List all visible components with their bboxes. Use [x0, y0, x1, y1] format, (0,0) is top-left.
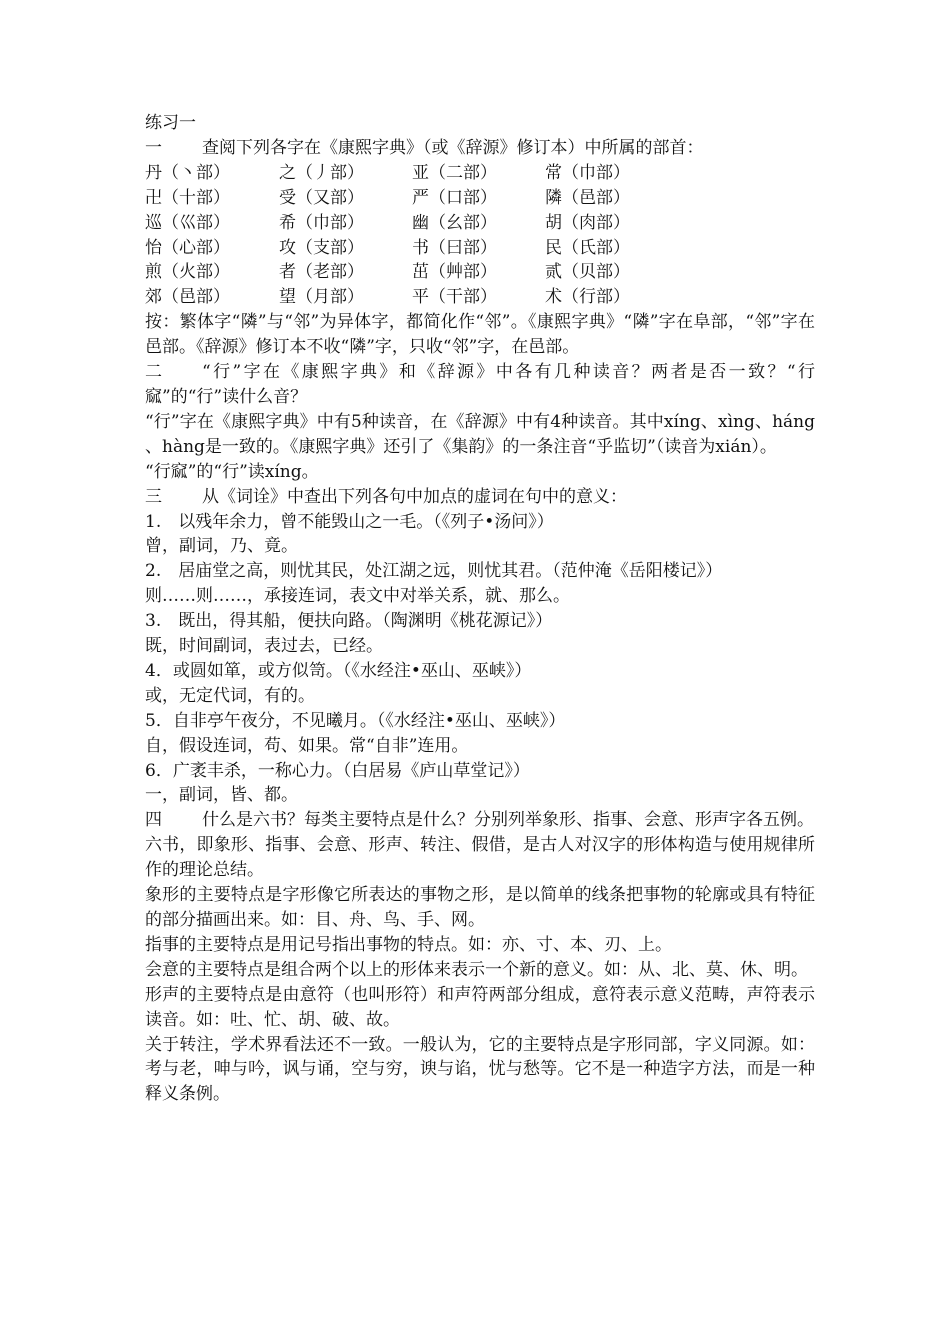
radical-cell: 受（又部）: [279, 187, 364, 208]
q3-sentence: 2. 居庙堂之高，则忧其民，处江湖之远，则忧其君。（范仲淹《岳阳楼记》）: [145, 561, 723, 582]
radical-cell: 严（口部）: [412, 187, 497, 208]
q1-note: 按：繁体字“隣”与“邻”为异体字，都简化作“邻”。《康熙字典》“隣”字在阜部，“邻”字在邑部。《辞源》修订本不收“隣”字，只收“邻”字，在邑部。: [145, 312, 815, 358]
q1-number: 一: [145, 137, 162, 158]
radical-cell: 望（月部）: [279, 287, 364, 308]
q4-heading: [145, 808, 815, 833]
q4-paragraph: 会意的主要特点是组合两个以上的形体来表示一个新的意义。如：从、北、莫、休、明。: [145, 959, 808, 980]
q3-answer: 则……则……，承接连词，表文中对举关系，就、那么。: [145, 586, 570, 607]
radical-table: [145, 161, 815, 310]
radical-cell: 丹（丶部）: [145, 162, 230, 183]
radical-cell: 常（巾部）: [545, 162, 630, 183]
q4-paragraph: 形声的主要特点是由意符（也叫形符）和声符两部分组成，意符表示意义范畴，声符表示读音。如：吐、忙、胡、破、故。: [145, 984, 815, 1030]
radical-cell: 幽（幺部）: [412, 212, 497, 233]
radical-cell: 希（巾部）: [279, 212, 364, 233]
radical-cell: 攻（支部）: [279, 237, 364, 258]
q1-heading: [145, 136, 815, 161]
q4-paragraph: 象形的主要特点是字形像它所表达的事物之形，是以简单的线条把事物的轮廓或具有特征的部分描画出来。如：目、舟、鸟、手、网。: [145, 885, 815, 930]
q4-paragraph: 指事的主要特点是用记号指出事物的特点。如：亦、寸、本、刃、上。: [145, 934, 672, 955]
q2-number: 二: [145, 362, 162, 383]
document-page: [145, 111, 815, 1107]
radical-cell: 之（丿部）: [279, 162, 364, 183]
q3-sentence: 5．自非亭午夜分，不见曦月。（《水经注•巫山、巫峡》）: [145, 710, 566, 731]
q3-answer: 或，无定代词，有的。: [145, 685, 315, 706]
q3-heading-text: 从《词诠》中查出下列各句中加点的虚词在句中的意义：: [202, 486, 627, 507]
radical-cell: 民（氏部）: [545, 237, 630, 258]
radical-cell: 术（行部）: [545, 287, 630, 308]
radical-cell: 胡（肉部）: [545, 212, 630, 233]
q2-answer: “行窳”的“行”读xíng。: [145, 461, 319, 482]
radical-cell: 亚（二部）: [412, 162, 497, 183]
radical-cell: 隣（邑部）: [545, 187, 630, 208]
radical-cell: 郊（邑部）: [145, 287, 230, 308]
q4-paragraph: 六书，即象形、指事、会意、形声、转注、假借，是古人对汉字的形体构造与使用规律所作的理论总结。: [145, 835, 815, 881]
q3-heading: [145, 485, 815, 510]
q3-sentence: 3. 既出，得其船，便扶向路。（陶渊明《桃花源记》）: [145, 611, 553, 632]
q2-answer: “行”字在《康熙字典》中有5种读音，在《辞源》中有4种读音。其中xíng、xìng、háng 、hàng是一致的。《康熙字典》还引了《集韵》的一条注音“乎监切”（读音为xián）。: [145, 411, 815, 457]
radical-cell: 平（干部）: [412, 287, 497, 308]
radical-cell: 书（曰部）: [412, 237, 497, 258]
q3-answer: 既，时间副词，表过去，已经。: [145, 636, 383, 657]
q3-answer: 一，副词，皆、都。: [145, 785, 298, 806]
radical-cell: 煎（火部）: [145, 262, 230, 283]
exercise-title: 练习一: [145, 113, 196, 133]
radical-cell: 怡（心部）: [145, 237, 230, 258]
radical-cell: 茁（艸部）: [412, 262, 497, 283]
q3-answer: 自，假设连词，苟、如果。常“自非”连用。: [145, 735, 469, 756]
q4-paragraph: 关于转注，学术界看法还不一致。一般认为，它的主要特点是字形同部，字义同源。如：考与老，呻与吟，讽与诵，空与穷，谀与谄，忧与愁等。它不是一种造字方法，而是一种释义条例。: [145, 1034, 815, 1105]
radical-cell: 卍（十部）: [145, 187, 230, 208]
radical-cell: 巡（巛部）: [145, 212, 230, 233]
q2-heading: [145, 360, 815, 410]
q3-sentence: 4．或圆如箪，或方似笥。（《水经注•巫山、巫峡》）: [145, 660, 532, 681]
q3-answer: 曾，副词，乃、竟。: [145, 536, 298, 557]
radical-cell: 者（老部）: [279, 262, 364, 283]
q3-sentence: 6．广袤丰杀，一称心力。（白居易《庐山草堂记》）: [145, 760, 530, 781]
q2-heading-text: “行”字在《康熙字典》和《辞源》中各有几种读音？两者是否一致？“行窳”的“行”读什么音？: [145, 362, 815, 407]
q1-heading-text: 查阅下列各字在《康熙字典》（或《辞源》修订本）中所属的部首：: [202, 137, 704, 158]
q3-number: 三: [145, 486, 162, 507]
q4-heading-text: 什么是六书？每类主要特点是什么？分别列举象形、指事、会意、形声字各五例。: [202, 810, 814, 831]
q4-number: 四: [145, 810, 162, 831]
radical-cell: 贰（贝部）: [545, 262, 630, 283]
q3-sentence: 1. 以残年余力，曾不能毁山之一毛。（《列子•汤问》）: [145, 511, 554, 532]
